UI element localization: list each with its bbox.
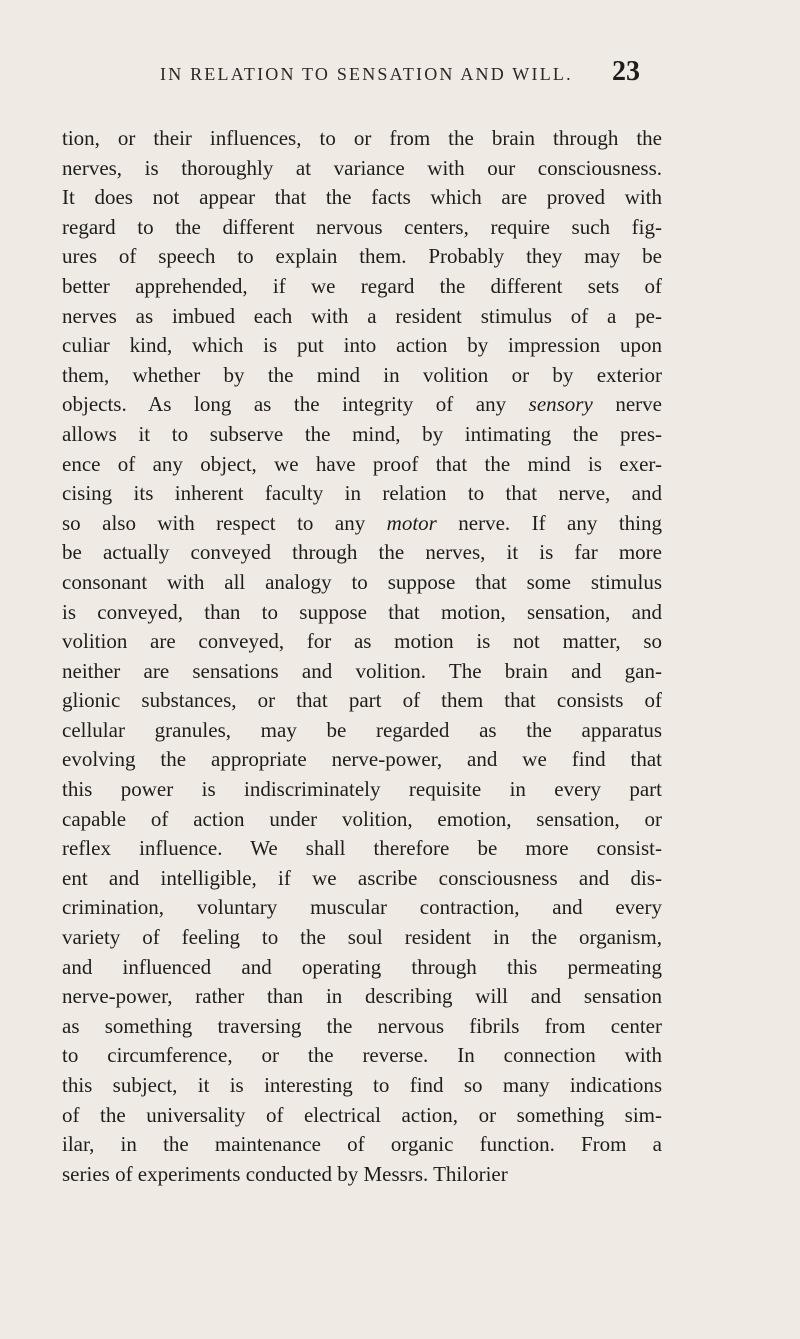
text-line: nerve-power, rather than in describing will and sensation (62, 984, 662, 1009)
text-line: allows it to subserve the mind, by intimating the pres- (62, 421, 662, 446)
text-line: reflex influence. We shall therefore be more consist- (62, 836, 662, 861)
text-segment: objects. As long as the integrity of any (62, 392, 529, 417)
text-line: be actually conveyed through the nerves, it is far more (62, 540, 662, 565)
text-line: as something traversing the nervous fibrils from center (62, 1013, 662, 1038)
text-line: them, whether by the mind in volition or by exterior (62, 362, 662, 387)
text-line: is conveyed, than to suppose that motion, sensation, and (62, 599, 662, 624)
text-line: glionic substances, or that part of them that consists of (62, 688, 662, 713)
text-line: evolving the appropriate nerve-power, and we find that (62, 747, 662, 772)
text-line: better apprehended, if we regard the different sets of (62, 273, 662, 298)
body-text (62, 124, 662, 1189)
text-line: ures of speech to explain them. Probably they may be (62, 244, 662, 269)
text-line: capable of action under volition, emotion, sensation, or (62, 806, 662, 831)
page-number: 23 (612, 56, 640, 87)
text-segment: nerve. If any thing (436, 510, 662, 535)
text-line: regard to the different nervous centers, require such fig- (62, 214, 662, 239)
text-line: ent and intelligible, if we ascribe consciousness and dis- (62, 865, 662, 890)
text-line: of the universality of electrical action, or something sim- (62, 1102, 662, 1127)
text-line: ence of any object, we have proof that the mind is exer- (62, 451, 662, 476)
text-line: variety of feeling to the soul resident in the organism, (62, 925, 662, 950)
text-segment: nerve (592, 392, 662, 417)
text-line: neither are sensations and volition. The brain and gan- (62, 658, 662, 683)
text-line: to circumference, or the reverse. In connection with (62, 1043, 662, 1068)
text-line (62, 390, 662, 420)
italic-term: motor (386, 510, 437, 535)
text-line: series of experiments conducted by Messrs. Thilorier (62, 1161, 508, 1186)
text-line: ilar, in the maintenance of organic function. From a (62, 1132, 662, 1157)
text-line: culiar kind, which is put into action by impression upon (62, 333, 662, 358)
text-line: this subject, it is interesting to find so many indications (62, 1073, 662, 1097)
text-line: tion, or their influences, to or from the brain through the (62, 126, 662, 150)
text-line (62, 509, 662, 539)
text-segment: so also with respect to any (62, 510, 387, 535)
text-line: volition are conveyed, for as motion is not matter, so (62, 629, 662, 654)
text-line: crimination, voluntary muscular contraction, and every (62, 895, 662, 920)
running-head: IN RELATION TO SENSATION AND WILL. (160, 64, 573, 84)
italic-term: sensory (528, 392, 593, 417)
text-line: this power is indiscriminately requisite in every part (62, 777, 662, 802)
text-line: cellular granules, may be regarded as the apparatus (62, 717, 662, 742)
text-line: and influenced and operating through this permeating (62, 954, 662, 979)
text-line: consonant with all analogy to suppose that some stimulus (62, 569, 662, 594)
text-line: It does not appear that the facts which are proved with (62, 185, 662, 210)
text-line: nerves as imbued each with a resident stimulus of a pe- (62, 303, 662, 328)
text-line: nerves, is thoroughly at variance with our consciousness. (62, 155, 662, 180)
text-line: cising its inherent faculty in relation to that nerve, and (62, 481, 662, 506)
